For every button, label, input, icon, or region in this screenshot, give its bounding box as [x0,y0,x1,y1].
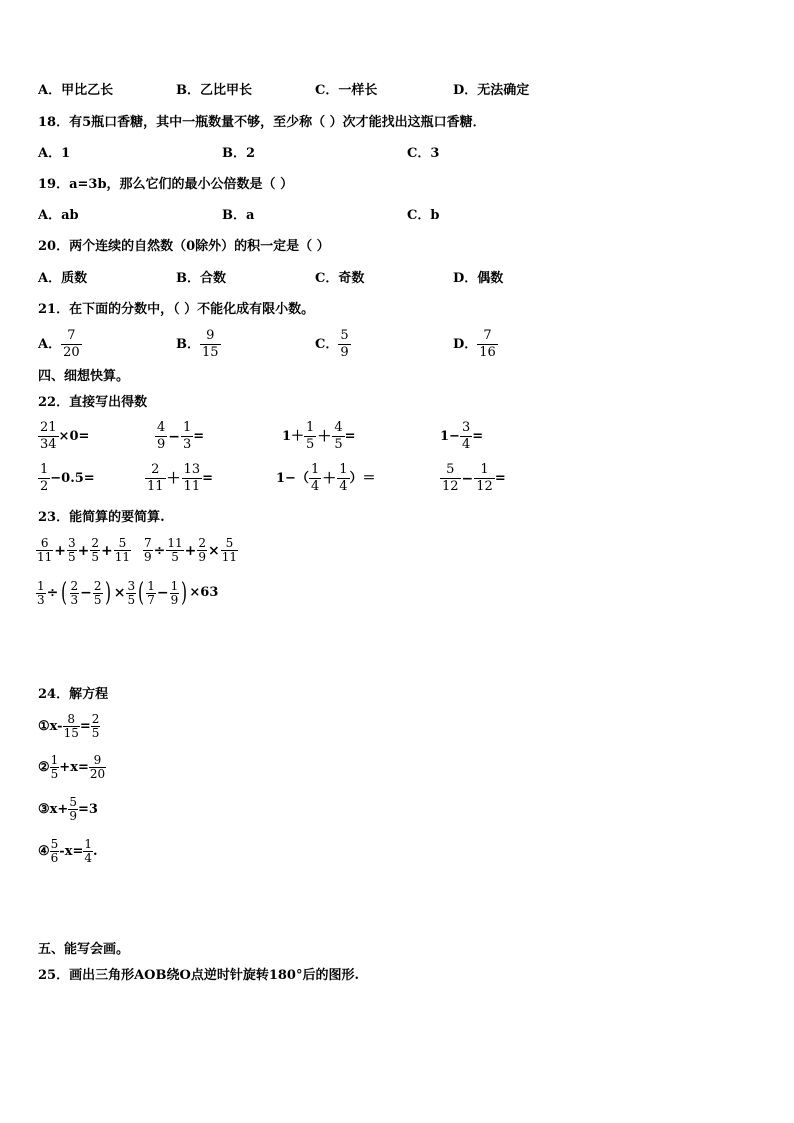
fraction: $\frac{1}{4}$ [310,462,320,494]
q22-expr-7: 1−（ $\frac{1}{4}$ ＋ $\frac{1}{4}$ ）＝ [276,462,376,494]
q24-eq-4: ④ $\frac{5}{6}$ -x= $\frac{1}{4}$ . [38,837,98,865]
right-paren-icon: ) [104,578,111,608]
q17-option-b: B．乙比甲长 [176,83,252,98]
fraction: $\frac{7}{16}$ [479,328,496,360]
fraction: $\frac{1}{9}$ [170,578,179,607]
fraction: $\frac{5}{9}$ [69,795,77,823]
q21-option-c [315,328,351,361]
fraction: $\frac{1}{7}$ [147,578,155,607]
fraction: $\frac{5}{12}$ [442,462,459,494]
circled-number: ① [38,718,50,734]
fraction: $\frac{21}{34}$ [40,420,57,452]
fraction: $\frac{4}{9}$ [157,420,166,452]
q20-option-b: B．合数 [176,271,226,286]
q21-option-b [176,328,221,361]
fraction: $\frac{11}{5}$ [167,536,183,564]
q22-expr-4: 1− $\frac{3}{4}$ = [440,420,484,452]
fraction: $\frac{3}{5}$ [68,536,76,564]
q20-option-c: C．奇数 [315,271,365,286]
fraction: $\frac{2}{9}$ [198,536,207,564]
q20-text: 20．两个连续的自然数（0除外）的积一定是（ ） [38,239,330,254]
fraction: $\frac{3}{5}$ [127,578,136,607]
fraction: $\frac{7}{20}$ [63,328,80,360]
left-paren-icon: ( [61,578,68,608]
q17-option-d: D．无法确定 [453,83,530,98]
fraction: $\frac{2}{11}$ [147,462,164,494]
fraction: $\frac{9}{20}$ [89,753,106,781]
right-paren-icon: ) [181,578,188,608]
q23-expr-1: $\frac{6}{11}$ + $\frac{3}{5}$ + $\frac{2}{5}$ + $\frac{5}{11}$ [37,536,131,564]
q19-option-a: A．ab [38,208,79,223]
q18-text: 18．有5瓶口香糖，其中一瓶数量不够，至少称（ ）次才能找出这瓶口香糖． [38,115,486,130]
q21-option-a [38,328,82,361]
fraction: $\frac{1}{12}$ [476,462,493,494]
q18-option-a: A．1 [38,146,71,161]
q21-option-d [453,328,498,361]
fraction: $\frac{2}{5}$ [93,578,102,607]
fraction: $\frac{2}{5}$ [91,712,100,740]
q22-title: 22．直接写出得数 [38,395,148,410]
q20-option-d: D．偶数 [453,271,504,286]
q20-option-a: A．质数 [38,271,88,286]
fraction: $\frac{5}{11}$ [114,536,131,564]
q19-option-c: C．b [407,208,440,223]
fraction: $\frac{1}{2}$ [40,462,49,494]
option-label: C． [315,336,339,352]
option-label: D． [453,336,478,352]
q18-option-b: B．2 [222,146,256,161]
q22-expr-8: $\frac{5}{12}$ − $\frac{1}{12}$ = [442,462,506,494]
fraction: $\frac{5}{11}$ [221,536,238,564]
option-label: B． [176,336,200,352]
fraction: $\frac{2}{5}$ [91,536,100,564]
q25-text: 25．画出三角形AOB绕O点逆时针旋转180°后的图形. [38,968,359,983]
q22-expr-5: $\frac{1}{2}$ −0.5= [40,462,95,494]
fraction: $\frac{1}{5}$ [306,420,315,452]
circled-number: ② [38,759,50,775]
fraction: $\frac{1}{3}$ [37,578,45,607]
q22-expr-6: $\frac{2}{11}$ ＋ $\frac{13}{11}$ = [147,462,213,494]
q23-expr-3: $\frac{1}{3}$ ÷ ( $\frac{2}{3}$ − $\frac{2}{5}$ ) × $\frac{3}{5}$ ( $\frac{1}{7}$ − $\frac{1}{9}$ ) ×63 [37,578,219,608]
fraction: $\frac{5}{9}$ [340,328,349,360]
fraction: $\frac{2}{3}$ [70,578,79,607]
fraction: $\frac{1}{3}$ [183,420,192,452]
q18-option-c: C．3 [407,146,440,161]
q23-expr-2: $\frac{7}{9}$ ÷ $\frac{11}{5}$ + $\frac{2}{9}$ × $\frac{5}{11}$ [144,536,238,564]
fraction: $\frac{4}{5}$ [334,420,343,452]
fraction: $\frac{1}{5}$ [50,753,59,781]
circled-number: ④ [38,843,50,859]
fraction: $\frac{7}{9}$ [144,536,152,564]
q23-title: 23．能简算的要简算. [38,510,165,525]
fraction: $\frac{6}{11}$ [37,536,53,564]
fraction: $\frac{5}{6}$ [50,837,59,865]
q22-expr-1: $\frac{21}{34}$ ×0= [40,420,90,452]
left-paren-icon: ( [138,578,145,608]
q19-text: 19．a=3b，那么它们的最小公倍数是（ ） [38,177,294,192]
fraction: $\frac{8}{15}$ [63,712,79,740]
q24-eq-1: ① x- $\frac{8}{15}$ = $\frac{2}{5}$ [38,712,100,740]
q19-option-b: B．a [222,208,255,223]
fraction: $\frac{9}{15}$ [202,328,219,360]
q24-title: 24．解方程 [38,687,109,702]
section-4-heading: 四、细想快算。 [38,369,130,384]
option-label: A． [38,336,62,352]
q22-expr-2: $\frac{4}{9}$ − $\frac{1}{3}$ = [157,420,205,452]
fraction: $\frac{1}{4}$ [84,837,92,865]
q21-text: 21．在下面的分数中，（ ）不能化成有限小数。 [38,302,315,317]
section-5-heading: 五、能写会画。 [38,942,130,957]
circled-number: ③ [38,801,50,817]
fraction: $\frac{3}{4}$ [461,420,471,452]
q17-option-a: A．甲比乙长 [38,83,114,98]
q24-eq-2: ② $\frac{1}{5}$ +x= $\frac{9}{20}$ [38,753,106,781]
fraction: $\frac{1}{4}$ [339,462,348,494]
q17-option-c: C．一样长 [315,83,378,98]
fraction: $\frac{13}{11}$ [183,462,201,494]
q22-expr-3: 1＋ $\frac{1}{5}$ ＋ $\frac{4}{5}$ = [282,420,356,452]
q24-eq-3: ③ x+ $\frac{5}{9}$ =3 [38,795,98,823]
